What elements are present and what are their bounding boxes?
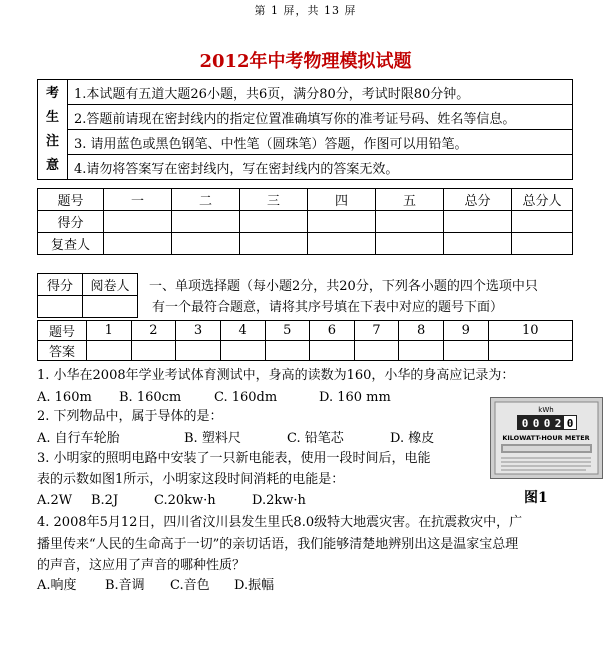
- question-4-options: [37, 576, 274, 595]
- meter-label: KILOWATT-HOUR METER: [502, 434, 590, 442]
- score-cell[interactable]: [376, 233, 444, 255]
- answer-number: 6: [310, 321, 355, 341]
- score-header: 三: [240, 189, 308, 211]
- question-2: 2. 下列物品中，属于导体的是：: [37, 409, 223, 424]
- notice-row: 4.请勿将答案写在密封线内，写在密封线内的答案无效。: [68, 155, 573, 180]
- grader-table: [37, 273, 138, 318]
- score-cell[interactable]: [172, 211, 240, 233]
- score-table: [37, 188, 573, 255]
- option: A. 自行车轮胎: [37, 431, 120, 446]
- meter-unit: kWh: [538, 406, 554, 414]
- score-cell[interactable]: [308, 211, 376, 233]
- score-header: 二: [172, 189, 240, 211]
- answer-number: 8: [399, 321, 444, 341]
- score-cell[interactable]: [240, 233, 308, 255]
- answer-cell[interactable]: [399, 341, 444, 361]
- score-cell[interactable]: [240, 211, 308, 233]
- answer-label: 题号: [38, 321, 87, 341]
- question-3-options: [37, 491, 306, 510]
- option: B. 160cm: [119, 390, 182, 405]
- meter-decimal-digit: 0: [566, 417, 574, 430]
- answer-cell[interactable]: [488, 341, 572, 361]
- option: A.响度: [37, 578, 77, 593]
- notice-table: [37, 79, 573, 180]
- score-header: 五: [376, 189, 444, 211]
- option: D.振幅: [234, 578, 275, 593]
- score-header: 总分: [444, 189, 512, 211]
- figure-caption: 图1: [524, 490, 548, 506]
- grader-score-label: 得分: [38, 274, 83, 296]
- question-1-options: [37, 388, 391, 407]
- answer-table: [37, 320, 573, 361]
- answer-cell[interactable]: [131, 341, 176, 361]
- score-header: 一: [104, 189, 172, 211]
- answer-cell[interactable]: [87, 341, 132, 361]
- score-header: 题号: [38, 189, 104, 211]
- answer-number: 1: [87, 321, 132, 341]
- score-header: 四: [308, 189, 376, 211]
- meter-digit: 0: [521, 417, 529, 430]
- score-cell[interactable]: [308, 233, 376, 255]
- score-cell[interactable]: [104, 211, 172, 233]
- option: D. 橡皮: [390, 431, 435, 446]
- score-cell[interactable]: [172, 233, 240, 255]
- score-header: 总分人: [512, 189, 573, 211]
- option: C.20kw·h: [154, 493, 216, 508]
- grader-name-label: 阅卷人: [83, 274, 138, 296]
- answer-number: 3: [176, 321, 221, 341]
- option: C. 160dm: [214, 390, 278, 405]
- answer-number: 4: [220, 321, 265, 341]
- option: B.音调: [105, 578, 145, 593]
- answer-cell[interactable]: [176, 341, 221, 361]
- option: B.2J: [91, 493, 119, 508]
- meter-digit: 2: [554, 417, 562, 430]
- score-cell[interactable]: [104, 233, 172, 255]
- question-3-line1: 3. 小明家的照明电路中安装了一只新电能表，使用一段时间后，电能: [37, 451, 431, 466]
- score-row-label: 复查人: [38, 233, 104, 255]
- answer-number: 9: [444, 321, 489, 341]
- option: D. 160 mm: [319, 390, 391, 405]
- meter-digit: 0: [543, 417, 551, 430]
- answer-number: 5: [265, 321, 310, 341]
- answer-cell[interactable]: [354, 341, 399, 361]
- answer-cell[interactable]: [310, 341, 355, 361]
- score-cell[interactable]: [444, 211, 512, 233]
- page-title: 2012年中考物理模拟试题: [199, 51, 412, 72]
- score-cell[interactable]: [376, 211, 444, 233]
- question-2-options: [37, 429, 434, 448]
- section1-heading-line2: 有一个最符合题意，请将其序号填在下表中对应的题号下面）: [152, 300, 504, 315]
- question-4-line1: 4. 2008年5月12日，四川省汶川县发生里氏8.0级特大地震灾害。在抗震救灾中，广: [37, 515, 523, 530]
- notice-row: 1.本试题有五道大题26小题，共6页，满分80分，考试时限80分钟。: [68, 80, 573, 105]
- score-cell[interactable]: [512, 211, 573, 233]
- answer-number: 2: [131, 321, 176, 341]
- option: B. 塑料尺: [184, 431, 241, 446]
- answer-number: 7: [354, 321, 399, 341]
- answer-cell[interactable]: [220, 341, 265, 361]
- answer-cell[interactable]: [444, 341, 489, 361]
- answer-cell[interactable]: [265, 341, 310, 361]
- section1-heading-line1: 一、单项选择题（每小题2分，共20分，下列各小题的四个选项中只: [149, 279, 538, 294]
- grader-cell[interactable]: [38, 296, 83, 318]
- option: D.2kw·h: [252, 493, 306, 508]
- question-3-line2: 表的示数如图1所示，小明家这段时间消耗的电能是：: [37, 472, 345, 487]
- score-cell[interactable]: [512, 233, 573, 255]
- answer-label: 答案: [38, 341, 87, 361]
- option: C. 铅笔芯: [287, 431, 344, 446]
- grader-cell[interactable]: [83, 296, 138, 318]
- question-4-line3: 的声音，这应用了声音的哪种性质？: [37, 558, 246, 573]
- score-row-label: 得分: [38, 211, 104, 233]
- electric-meter-figure: [490, 397, 603, 479]
- score-cell[interactable]: [444, 233, 512, 255]
- notice-side-label: 考 生 注 意: [38, 80, 68, 180]
- notice-row: 2.答题前请现在密封线内的指定位置准确填写你的准考证号码、姓名等信息。: [68, 105, 573, 130]
- question-1: 1. 小华在2008年学业考试体育测试中，身高的读数为160，小华的身高应记录为：: [37, 368, 515, 383]
- option: A. 160m: [37, 390, 92, 405]
- option: C.音色: [170, 578, 210, 593]
- meter-digit: 0: [532, 417, 540, 430]
- notice-row: 3. 请用蓝色或黑色钢笔、中性笔（圆珠笔）答题，作图可以用铅笔。: [68, 130, 573, 155]
- answer-number: 10: [488, 321, 572, 341]
- question-4-line2: 播里传来“人民的生命高于一切”的亲切话语，我们能够清楚地辨别出这是温家宝总理: [37, 537, 519, 552]
- page-header: 第 1 屏，共 13 屏: [254, 4, 357, 17]
- option: A.2W: [37, 493, 73, 508]
